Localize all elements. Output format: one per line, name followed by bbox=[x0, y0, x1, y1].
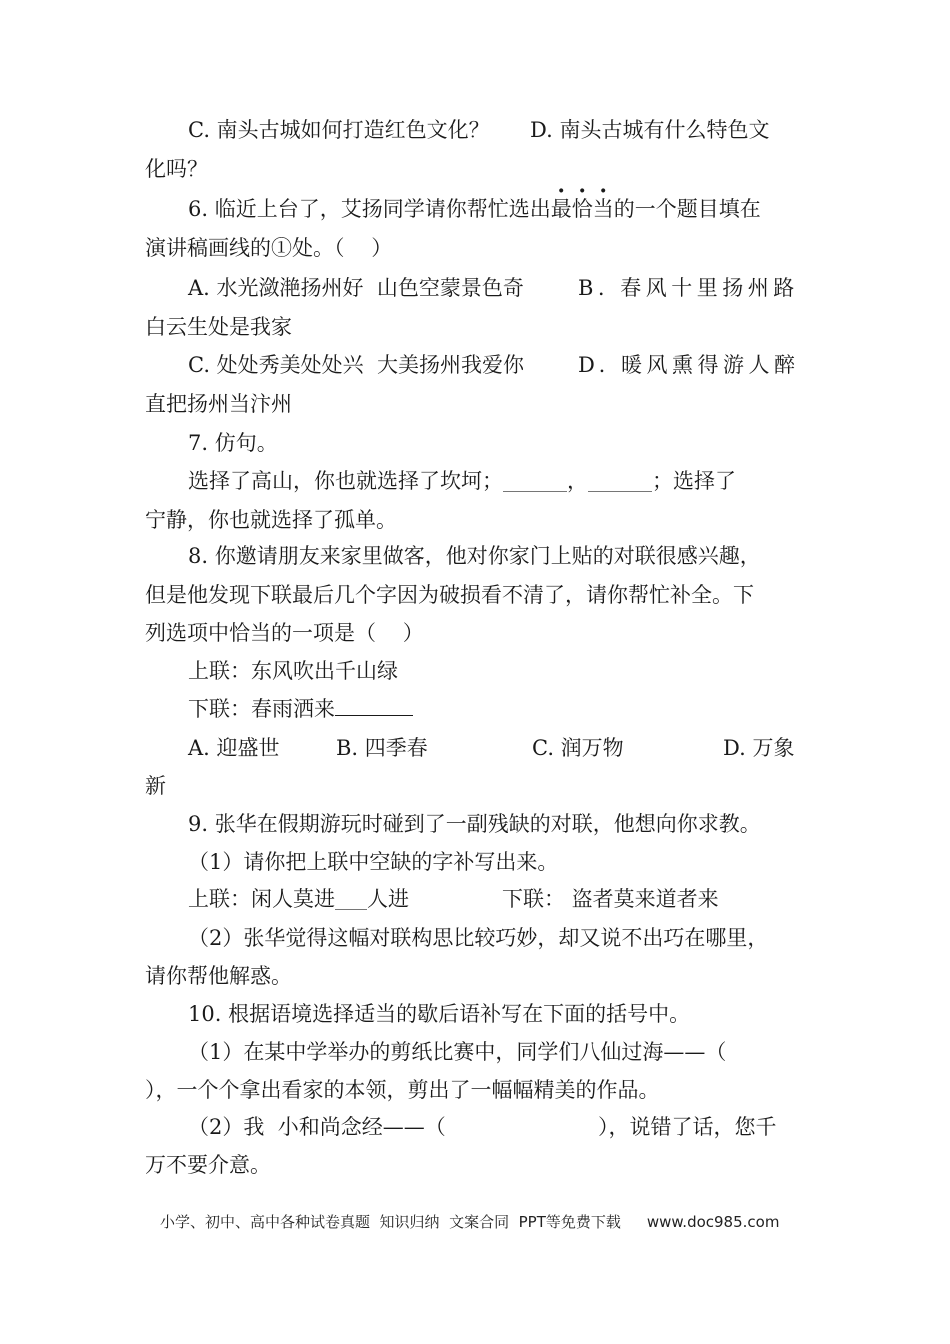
q8-option-b: B. 四季春 bbox=[336, 736, 428, 760]
question-10: 10. 根据语境选择适当的歇后语补写在下面的括号中。 bbox=[188, 1002, 691, 1026]
q8-option-d: D. 万象 bbox=[723, 736, 795, 760]
q8-option-c: C. 润万物 bbox=[532, 736, 624, 760]
q9-lower-couplet: 下联： 盗者莫来道者来 bbox=[502, 887, 719, 911]
q8-lower-couplet: 下联：春雨洒来 bbox=[188, 697, 413, 721]
footer-url[interactable]: www.doc985.com bbox=[646, 1213, 780, 1231]
line-1a: C. 南头古城如何打造红色文化？ bbox=[188, 118, 490, 142]
question-10-part2-b: ），说错了话，您千 bbox=[598, 1115, 777, 1139]
question-9: 9. 张华在假期游玩时碰到了一副残缺的对联，他想向你求教。 bbox=[188, 812, 761, 836]
q8-upper-couplet: 上联：东风吹出千山绿 bbox=[188, 659, 398, 683]
question-8: 8. 你邀请朋友来家里做客，他对你家门上贴的对联很感兴趣， bbox=[188, 544, 761, 568]
emphasis-char: 恰 bbox=[571, 197, 593, 221]
question-10-part2: （2）我 小和尚念经——（ bbox=[188, 1115, 446, 1139]
footer-text: 小学、初中、高中各种试卷真题 知识归纳 文案合同 PPT等免费下载 bbox=[160, 1213, 621, 1231]
q8-option-a: A. 迎盛世 bbox=[188, 736, 280, 760]
q6-option-a: A. 水光潋滟扬州好 山色空蒙景色奇 bbox=[188, 276, 524, 300]
question-10-part1: （1）在某中学举办的剪纸比赛中，同学们八仙过海——（ bbox=[188, 1040, 727, 1064]
q6-option-d-cont: 直把扬州当汴州 bbox=[145, 392, 292, 416]
question-7-line2: 宁静，你也就选择了孤单。 bbox=[145, 508, 397, 532]
question-9-part2-cont: 请你帮他解惑。 bbox=[145, 964, 292, 988]
blank-underline bbox=[335, 697, 413, 716]
q9-upper-couplet: 上联：闲人莫进____人进 bbox=[188, 887, 409, 911]
q6-option-b: B. 春风十里扬州路 bbox=[578, 276, 799, 300]
q8-option-d-cont: 新 bbox=[145, 774, 166, 798]
blank: ____ bbox=[335, 891, 367, 910]
question-9-part1: （1）请你把上联中空缺的字补写出来。 bbox=[188, 850, 559, 874]
question-8-line3: 列选项中恰当的一项是（ ） bbox=[145, 621, 424, 645]
question-10-part2-cont: 万不要介意。 bbox=[145, 1153, 271, 1177]
page-footer bbox=[160, 1212, 779, 1232]
blank: ________ bbox=[588, 473, 652, 492]
question-10-part1-cont: ），一个个拿出看家的本领，剪出了一幅幅精美的作品。 bbox=[145, 1078, 660, 1102]
question-7-sentence: 选择了高山，你也就选择了坎坷；________，________；选择了 bbox=[188, 469, 736, 493]
emphasis-char: 当 bbox=[592, 197, 614, 221]
emphasis-char: 最 bbox=[550, 197, 572, 221]
question-6-line2: 演讲稿画线的①处。（ ） bbox=[145, 236, 393, 260]
q6-option-d: D. 暖风熏得游人醉 bbox=[578, 353, 800, 377]
q6-option-c: C. 处处秀美处处兴 大美扬州我爱你 bbox=[188, 353, 525, 377]
blank: ________ bbox=[503, 473, 567, 492]
question-8-line2: 但是他发现下联最后几个字因为破损看不清了，请你帮忙补全。下 bbox=[145, 583, 754, 607]
question-9-part2: （2）张华觉得这幅对联构思比较巧妙，却又说不出巧在哪里， bbox=[188, 926, 769, 950]
q6-option-b-cont: 白云生处是我家 bbox=[145, 315, 292, 339]
question-7: 7. 仿句。 bbox=[188, 431, 278, 455]
line-2: 化吗？ bbox=[145, 157, 208, 181]
line-1b: D. 南头古城有什么特色文 bbox=[530, 118, 770, 142]
question-6: 6. 临近上台了，艾扬同学请你帮忙选出最恰当的一个题目填在 bbox=[188, 197, 761, 221]
